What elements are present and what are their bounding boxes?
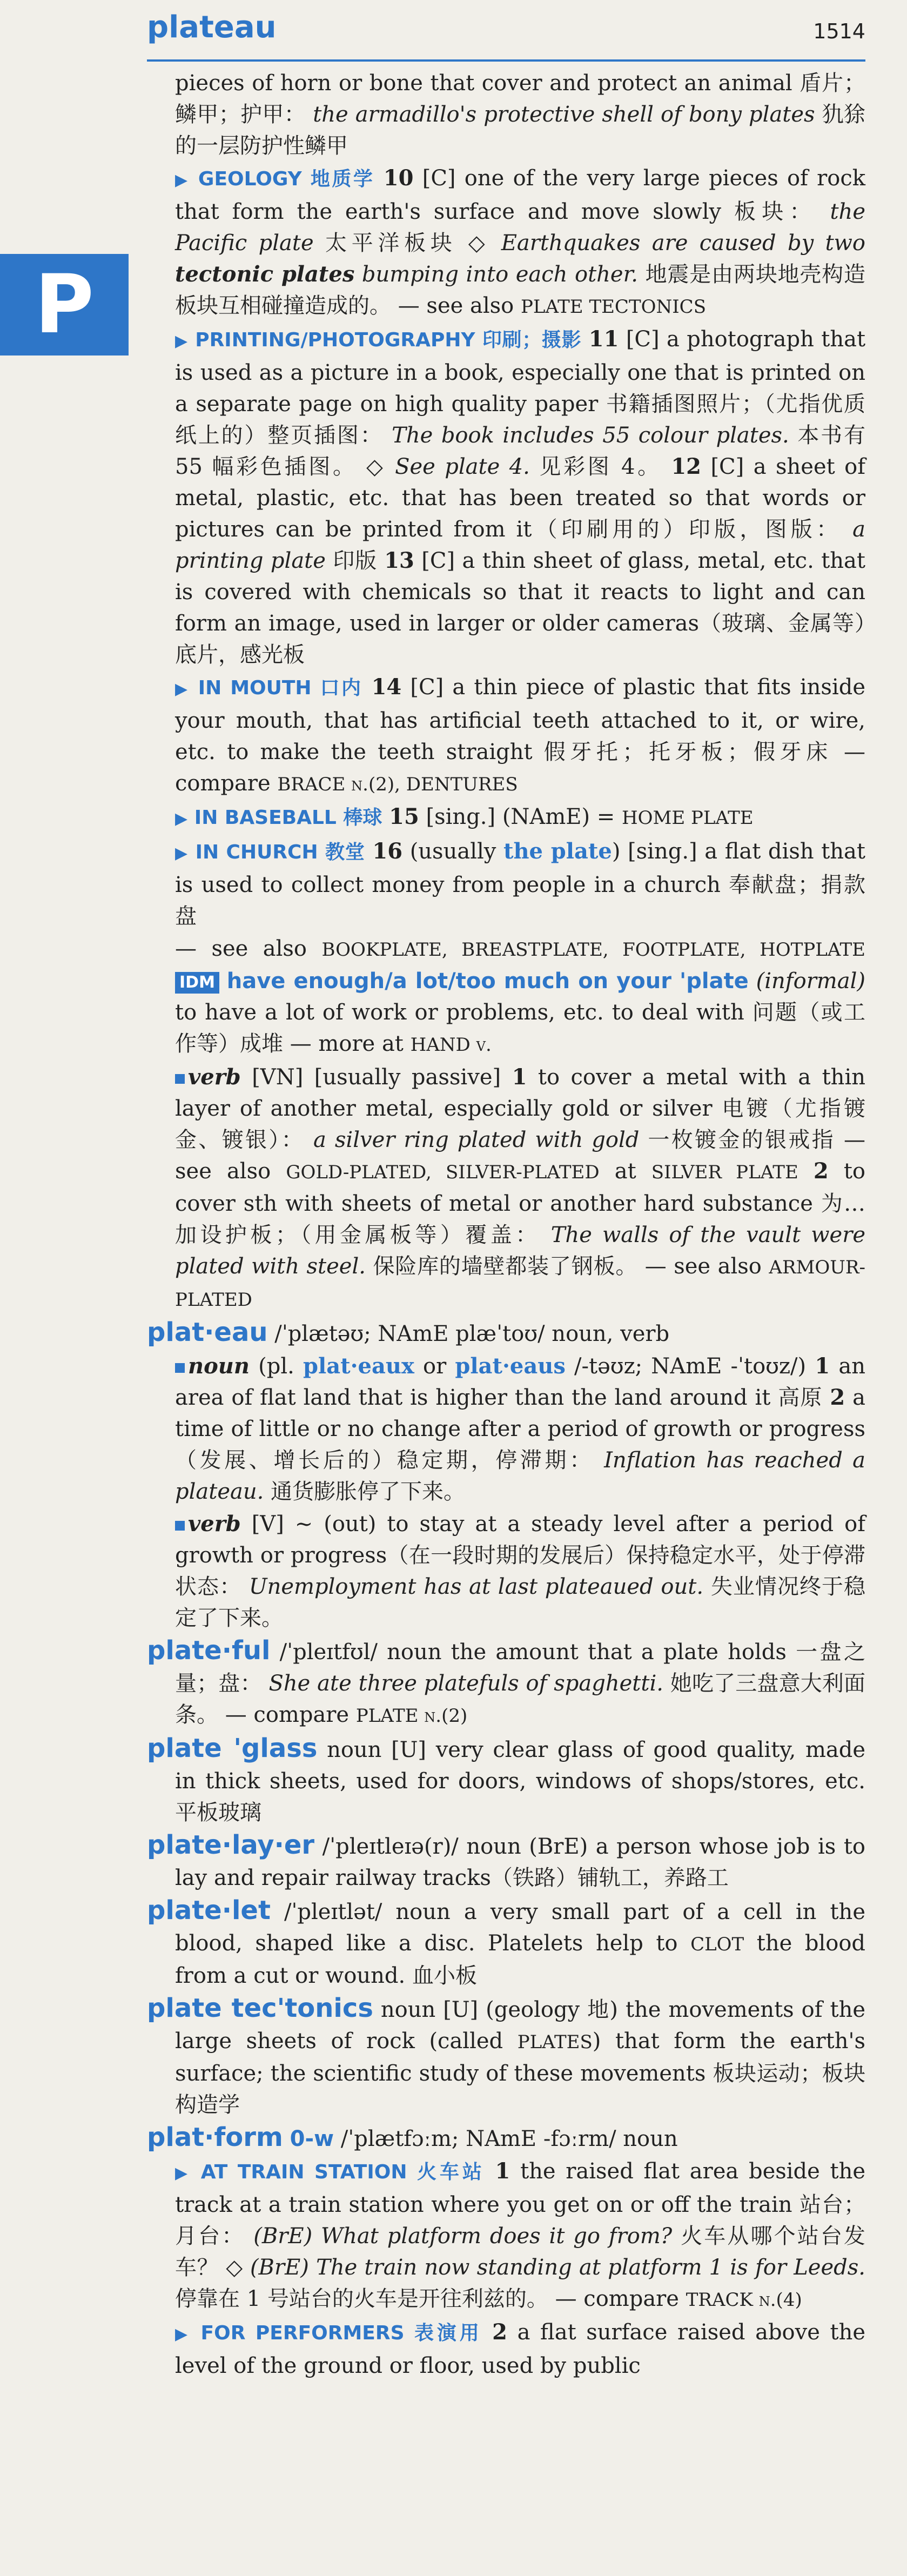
cross-reference[interactable]: PLATE n.(2) <box>355 1705 468 1727</box>
triangle-icon: ▶ <box>175 171 190 190</box>
cross-reference[interactable]: PLATE TECTONICS <box>520 296 706 318</box>
triangle-icon: ▶ <box>175 809 188 828</box>
entry-plateau: plat·eau /ˈplætəʊ; NAmE plæˈtoʊ/ noun, verb <box>147 1317 670 1347</box>
entry-plate-glass: plate 'glass noun [U] very clear glass of good quality, made in thick sheets, used for doors, windows of shops/stores, etc. 平板玻璃 <box>147 1733 866 1825</box>
plateau-verb: verb [V] ~ (out) to stay at a steady level after a period of growth or progress（在一段时期的发展后）保持稳定水平，处于停滞状态： Unemployment has at last plateaued out. 失业情况终于稳定了下来。 <box>175 1511 866 1631</box>
entry-plate-tectonics: plate tec'tonics noun [U] (geology 地) the movements of the large sheets of rock (called PLATES) that form the earth's surface; the scientific study of these movements 板块运动；板块构造学 <box>147 1993 866 2117</box>
sense-baseball: ▶ IN BASEBALL 棒球 15 [sing.] (NAmE) = HOME PLATE <box>175 804 754 829</box>
verb-section: verb [VN] [usually passive] 1 to cover a metal with a thin layer of another metal, especially gold or silver 电镀（尤指镀金、镀银）： a silver ring plated with gold 一枚镀金的银戒指 — see also GOLD-PLATED, SILVER-PLATED at SILVER PLATE 2 to cover sth with sheets of metal or another hard substance 为…加设护板；（用金属板等）覆盖： The walls of the vault were plated with steel. 保险库的墙壁都装了钢板。 — see also ARMOUR-PLATED <box>175 1064 866 1311</box>
entry-platelayer: plate·lay·er /ˈpleɪtleɪə(r)/ noun (BrE) a person whose job is to lay and repair railway tracks（铁路）铺轨工，养路工 <box>147 1830 865 1890</box>
letter-thumb-tab: P <box>0 254 129 355</box>
cross-reference[interactable]: TRACK n.(4) <box>686 2289 802 2311</box>
cross-reference[interactable]: HAND v. <box>410 1034 492 1056</box>
square-bullet-icon <box>175 1521 185 1531</box>
running-headword: plateau <box>147 10 277 45</box>
key-icon: 0-w <box>290 2126 334 2151</box>
cross-reference[interactable]: BRACE n.(2), DENTURES <box>277 774 518 795</box>
cross-reference[interactable]: BOOKPLATE, BREASTPLATE, FOOTPLATE, HOTPLATE <box>321 939 865 961</box>
sense-printing: ▶ PRINTING/PHOTOGRAPHY 印刷；摄影 11 [C] a photograph that is used as a picture in a book, especially one that is printed on a separate page on high quality paper 书籍插图照片；（尤指优质纸上的）整页插图： The book includes 55 colour plates. 本书有 55 幅彩色插图。 ◇ See plate 4. 见彩图 4。 12 [C] a sheet of metal, plastic, etc. that has been treated so that words or pictures can be printed from it（印刷用的）印版，图版： a printing plate 印版 13 [C] a thin sheet of glass, metal, etc. that is covered with chemicals so that it reacts to light and can form an image, used in larger or older cameras（玻璃、金属等）底片，感光板 <box>175 326 866 667</box>
plateau-noun: noun (pl. plat·eaux or plat·eaus /-təʊz; NAmE -ˈtoʊz/) 1 an area of flat land that is higher than the land around it 高原 2 a time of little or no change after a period of growth or progress（发展、增长后的）稳定期，停滞期： Inflation has reached a plateau. 通货膨胀停了下来。 <box>175 1353 866 1504</box>
triangle-icon: ▶ <box>175 2164 191 2183</box>
page-number: 1514 <box>813 19 865 43</box>
entry-platelet: plate·let /ˈpleɪtlət/ noun a very small part of a cell in the blood, shaped like a disc. Platelets help to CLOT the blood from a cut or wound. 血小板 <box>147 1895 866 1988</box>
triangle-icon: ▶ <box>175 844 188 863</box>
square-bullet-icon <box>175 1363 185 1373</box>
platform-sense-station: ▶ AT TRAIN STATION 火车站 1 the raised flat area beside the track at a train station where you get on or off the train 站台；月台： (BrE) What platform does it go from? 火车从哪个站台发车？ ◇ (BrE) The train now standing at platform 1 is for Leeds. 停靠在 1 号站台的火车是开往利兹的。 — compare TRACK n.(4) <box>175 2158 866 2311</box>
triangle-icon: ▶ <box>175 680 190 699</box>
sense-mouth: ▶ IN MOUTH 口内 14 [C] a thin piece of plastic that fits inside your mouth, that has artificial teeth attached to it, or wire, etc. to make the teeth straight 假牙托；托牙板；假牙床 — compare BRACE n.(2), DENTURES <box>175 674 866 796</box>
entry-plateful: plate·ful /ˈpleɪtfʊl/ noun the amount that a plate holds 一盘之量；盘： She ate three platefuls of spaghetti. 她吃了三盘意大利面条。 — compare PLATE n.(2) <box>147 1635 866 1727</box>
cross-reference[interactable]: HOME PLATE <box>622 807 754 829</box>
triangle-icon: ▶ <box>175 2325 191 2344</box>
platform-sense-performers: ▶ FOR PERFORMERS 表演用 2 a flat surface raised above the level of the ground or floor, used by public <box>175 2319 866 2378</box>
idiom-tag: IDM <box>175 972 219 994</box>
sense-church: ▶ IN CHURCH 教堂 16 (usually the plate) [sing.] a flat dish that is used to collect money from people in a church 奉献盘；捐款盘 <box>175 838 865 929</box>
see-also-idiom: — see also BOOKPLATE, BREASTPLATE, FOOTPLATE, HOTPLATE IDM have enough/a lot/too much on your 'plate (informal) to have a lot of work or problems, etc. to deal with 问题（或工作等）成堆 — more at HAND v. <box>175 936 865 1056</box>
dictionary-column <box>147 68 865 2383</box>
entry-platform: plat·form 0-w /ˈplætfɔːm; NAmE -fɔːrm/ noun <box>147 2122 678 2152</box>
header-rule <box>147 59 865 62</box>
sense-continuation: pieces of horn or bone that cover and protect an animal 盾片；鳞甲；护甲： the armadillo's protective shell of bony plates 犰狳的一层防护性鳞甲 <box>175 71 866 158</box>
square-bullet-icon <box>175 1074 185 1084</box>
triangle-icon: ▶ <box>175 332 188 351</box>
page-header <box>147 10 865 58</box>
sense-geology: ▶ GEOLOGY 地质学 10 [C] one of the very large pieces of rock that form the earth's surface and move slowly 板块： the Pacific plate 太平洋板块 ◇ Earthquakes are caused by two tectonic plates bumping into each other. 地震是由两块地壳构造板块互相碰撞造成的。 — see also PLATE TECTONICS <box>175 165 866 318</box>
